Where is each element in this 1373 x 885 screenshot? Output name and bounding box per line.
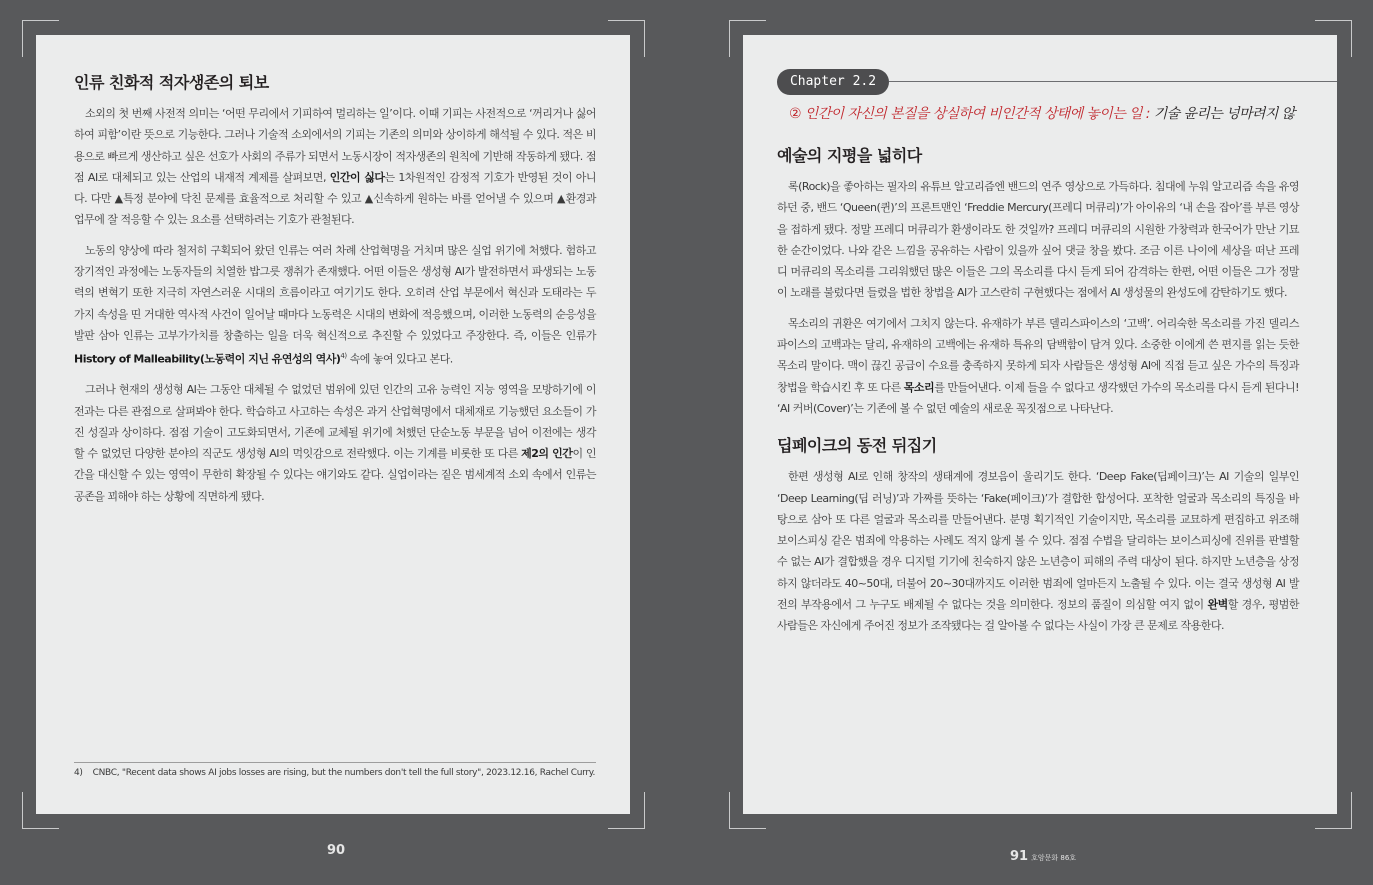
bold-phrase: 완벽	[1207, 598, 1228, 612]
crop-mark	[1315, 20, 1352, 57]
crop-mark	[729, 792, 766, 829]
footnote-text: CNBC, "Recent data shows AI jobs losses are rising, but the numbers don't tell the full story", 2023.12.16, Rachel Curry.	[92, 768, 596, 778]
publication-name: 호암문화 86호	[1031, 854, 1077, 862]
bold-phrase: 제2의 인간	[521, 447, 573, 461]
bold-phrase: History of Malleability(노동력이 지닌 유연성의 역사)	[74, 352, 341, 366]
page-number-right	[1010, 845, 1076, 864]
right-page	[743, 35, 1337, 814]
crop-mark	[22, 20, 59, 57]
section-heading: 예술의 지평을 넓히다	[777, 146, 922, 165]
paragraph: 그러나 현재의 생성형 AI는 그동안 대체될 수 없었던 범위에 있던 인간의 고유 능력인 지능 영역을 모방하기에 이전과는 다른 관점으로 살펴봐야 한다. 학습하고 사고하는 속성은 과거 산업혁명에서 대체재로 기능했던 요소들이 가진 성질과 상이하다. 점점 기술이 고도화되면서, 기존에 교체될 위기에 처했던 단순노동 부문을 넘어 이전에는 생각할 수 없었던 다양한 분야의 직군도 생성형 AI의 먹잇감으로 전락했다. 이는 기계를 비롯한 또 다른 제2의 인간이 인간을 대신할 수 있는 영역이 무한히 확장될 수 있다는 얘기와도 같다. 실업이라는 짙은 범세계적 소외 속에서 인류는 공존을 꾀해야 하는 상황에 직면하게 됐다.	[74, 383, 596, 503]
paragraph: 목소리의 귀환은 여기에서 그치지 않는다. 유재하가 부른 델리스파이스의 ‘고백’. 어리숙한 목소리를 가진 델리스파이스의 고백과는 달리, 유재하의 고백에는 유재하 특유의 담백함이 담겨 있다. 소중한 이에게 쓴 편지를 읽는 듯한 목소리 말이다. 맥이 끊긴 공급이 수요를 충족하지 못하게 되자 사람들은 생성형 AI에 직접 듣고 싶은 가수의 특징과 창법을 학습시킨 후 또 다른 목소리를 만들어낸다. 이제 들을 수 없다고 생각했던 가수의 목소리를 다시 듣게 된다니! ‘AI 커버(Cover)’는 기존에 볼 수 없던 예술의 새로운 꼭짓점으로 나타난다.	[777, 316, 1299, 415]
crop-mark	[1315, 792, 1352, 829]
section-heading: 인류 친화적 적자생존의 퇴보	[74, 73, 269, 92]
left-page	[36, 35, 630, 814]
chapter-rule	[889, 81, 1337, 82]
crop-mark	[22, 792, 59, 829]
paragraph: 한편 생성형 AI로 인해 창작의 생태계에 경보음이 울리기도 한다. ‘Deep Fake(딥페이크)’는 AI 기술의 일부인 ‘Deep Learning(딥 러닝)’과 가짜를 뜻하는 ‘Fake(페이크)’가 결합한 합성어다. 포착한 얼굴과 목소리의 특징을 바탕으로 삼아 또 다른 얼굴과 목소리를 만들어낸다. 분명 획기적인 기술이지만, 목소리를 교묘하게 편집하고 위조해 보이스피싱 같은 범죄에 악용하는 사례도 적지 않게 볼 수 있다. 점점 수법을 달리하는 보이스피싱에 진위를 판별할 수 없는 AI가 결합했을 경우 디지털 기기에 친숙하지 않은 노년층이 피해의 주력 대상이 된다. 하지만 노년층을 상정하지 않더라도 40~50대, 더불어 20~30대까지도 이러한 범죄에 얼마든지 노출될 수 있다. 이는 결국 생성형 AI 발전의 부작용에서 그 누구도 배제될 수 없다는 것을 의미한다. 정보의 품질이 의심할 여지 없이 완벽할 경우, 평범한 사람들은 자신에게 주어진 정보가 조작됐다는 걸 알아볼 수 없다는 사실이 가장 큰 문제로 작용한다.	[777, 470, 1299, 633]
right-page-content	[777, 143, 1299, 646]
section-heading: 딥페이크의 동전 뒤집기	[777, 436, 937, 456]
paragraph: 록(Rock)을 좋아하는 필자의 유튜브 알고리즘엔 밴드의 연주 영상으로 가득하다. 침대에 누워 알고리즘 속을 유영하던 중, 밴드 ‘Queen(퀸)’의 프론트맨인 ‘Freddie Mercury(프레디 머큐리)’가 아이유의 ‘내 손을 잡아’를 부른 영상을 접하게 됐다. 정말 프레디 머큐리가 환생이라도 한 것일까? 프레디 머큐리의 시원한 가창력과 한국어가 만난 기묘한 순간이었다. 나와 같은 느낌을 공유하는 사람이 있을까 싶어 댓글 창을 봤다. 조금 이른 나이에 세상을 떠난 프레디 머큐리의 목소리를 그리워했던 많은 이들은 그의 목소리를 다시 듣게 되어 감격하는 한편, 어떤 이들은 그가 정말 이 노래를 불렀다면 들렸을 법한 창법을 AI가 고스란히 구현했다는 점에서 AI 생성물의 완성도에 감탄하기도 했다.	[777, 180, 1299, 300]
footnote-ref[interactable]: 4)	[340, 352, 347, 361]
paragraph: 노동의 양상에 따라 철저히 구획되어 왔던 인류는 여러 차례 산업혁명을 거치며 많은 실업 위기에 처했다. 험하고 장기적인 과정에는 노동자들의 치열한 밥그릇 쟁취가 존재했다. 어떤 이들은 생성형 AI가 발전하면서 파생되는 노동력의 변혁기 또한 지극히 자연스러운 시대의 흐름이라고 여기기도 한다. 오히려 산업 부문에서 혁신과 도태라는 두 가지 속성을 띤 거대한 역사적 사건이 일어날 때마다 노동력은 시대의 변화에 적응했으며, 이러한 노동력의 순응성을 발판 삼아 인류는 고부가가치를 창출하는 일을 더욱 혁신적으로 추진할 수 있었다고 주장한다. 즉, 이들은 인류가 History of Malleability(노동력이 지닌 유연성의 역사)$^{4)}$ 속에 놓여 있다고 본다.	[74, 243, 596, 366]
footnote	[74, 768, 596, 778]
chapter-badge: Chapter 2.2	[777, 69, 889, 95]
crop-mark	[608, 20, 645, 57]
crop-mark	[729, 20, 766, 57]
footnote-divider	[74, 762, 596, 763]
paragraph: 소외의 첫 번째 사전적 의미는 ‘어떤 무리에서 기피하여 멀리하는 일’이다. 이때 기피는 사전적으로 ‘꺼리거나 싫어하여 피함’이란 뜻으로 기능한다. 그러나 기술적 소외에서의 기피는 기존의 의미와 상이하게 해석될 수 있다. 적은 비용으로 빠르게 생산하고 싶은 선호가 사회의 주류가 되면서 노동시장이 적자생존의 원칙에 기반해 작동하게 됐다. 점점 AI로 대체되고 있는 산업의 내재적 계제를 살펴보면, 인간이 싫다는 1차원적인 감정적 기호가 반영된 것이 아니다. 다만 ▲특정 분야에 닥친 문제를 효율적으로 처리할 수 있고 ▲신속하게 원하는 바를 얻어낼 수 있으며 ▲환경과 업무에 잘 적응할 수 있는 요소를 선택하려는 기호가 관철된다.	[74, 107, 597, 227]
footnote-number: 4)	[74, 768, 83, 778]
bold-phrase: 목소리	[903, 380, 935, 394]
chapter-subtitle: ② 인간이 자신의 본질을 상실하여 비인간적 상태에 놓이는 일 : 기술 윤리는 넝마려지 않	[789, 106, 1295, 122]
bold-phrase: 인간이 싫다	[329, 170, 385, 184]
page-number: 91	[1010, 849, 1029, 864]
left-page-content	[74, 70, 596, 516]
page-number-left: 90	[327, 843, 346, 858]
crop-mark	[608, 792, 645, 829]
